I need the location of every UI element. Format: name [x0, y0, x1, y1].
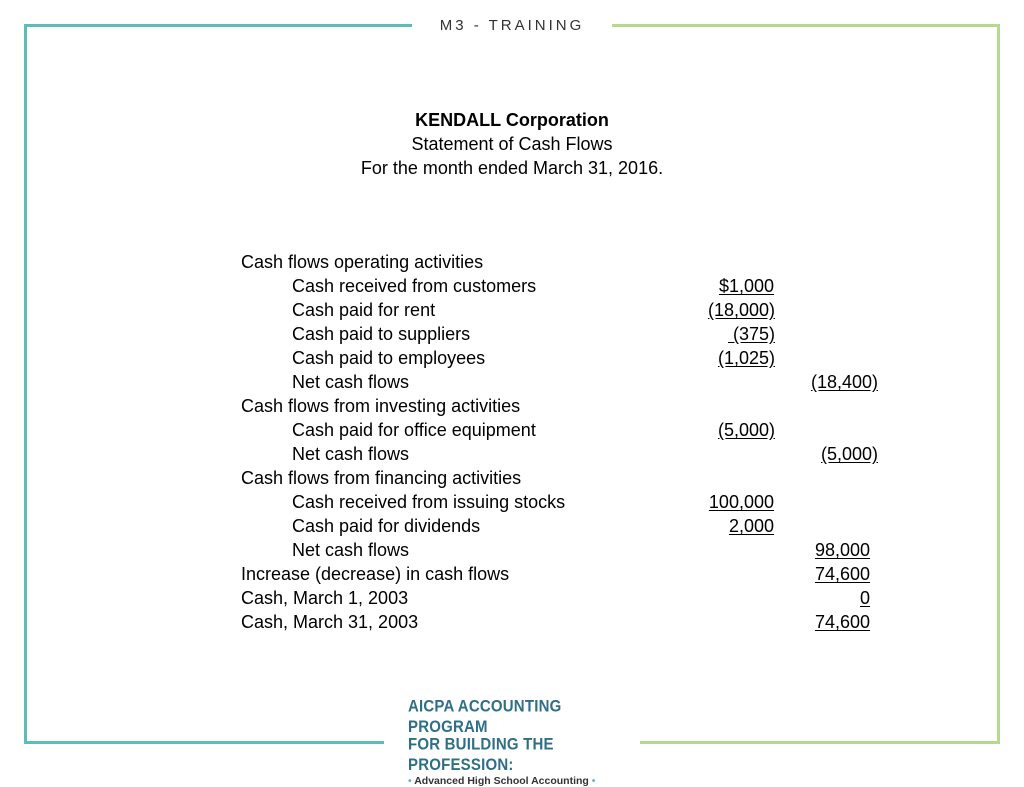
row-label: Net cash flows	[292, 444, 410, 464]
row-total: (18,400)	[810, 372, 878, 392]
row-label: Cash flows operating activities	[241, 252, 484, 272]
table-row	[0, 612, 1024, 636]
row-amount: $1,000	[718, 276, 774, 296]
row-label: Cash received from issuing stocks	[292, 492, 566, 512]
statement-name: Statement of Cash Flows	[411, 134, 613, 154]
table-row	[0, 348, 1024, 372]
row-label: Cash paid to employees	[292, 348, 486, 368]
table-row	[0, 420, 1024, 444]
table-row	[0, 540, 1024, 564]
row-total: 74,600	[814, 564, 870, 584]
logo-line-2: FOR BUILDING THE PROFESSION:	[408, 735, 554, 775]
logo-line-3	[408, 775, 618, 787]
row-label: Cash paid for office equipment	[292, 420, 536, 440]
row-total: 98,000	[814, 540, 870, 560]
statement-period: For the month ended March 31, 2016.	[360, 158, 664, 178]
logo-line-1: AICPA ACCOUNTING PROGRAM	[408, 697, 562, 737]
company-name: KENDALL Corporation	[415, 110, 609, 130]
row-amount: (5,000)	[717, 420, 775, 440]
table-row	[0, 324, 1024, 348]
row-label: Cash, March 31, 2003	[241, 612, 419, 632]
bullet-icon: •	[408, 775, 412, 787]
section-operating	[0, 252, 1024, 276]
row-label: Cash paid for rent	[292, 300, 436, 320]
row-label: Cash flows from investing activities	[241, 396, 521, 416]
frame-bottom-left	[24, 741, 384, 744]
row-label: Increase (decrease) in cash flows	[241, 564, 510, 584]
frame-top-left	[24, 24, 412, 27]
table-row	[0, 492, 1024, 516]
row-total: 0	[859, 588, 870, 608]
statement-title	[0, 108, 1024, 180]
table-row	[0, 516, 1024, 540]
table-row	[0, 564, 1024, 588]
bullet-icon: •	[591, 775, 596, 787]
row-label: Cash received from customers	[292, 276, 537, 296]
row-label: Cash paid to suppliers	[292, 324, 471, 344]
row-total: (5,000)	[820, 444, 878, 464]
logo-subtitle: Advanced High School Accounting	[414, 775, 589, 787]
header-label: M3 - TRAINING	[439, 17, 585, 34]
row-label: Net cash flows	[292, 540, 410, 560]
frame-top-right	[612, 24, 1000, 27]
table-row	[0, 372, 1024, 396]
row-label: Cash flows from financing activities	[241, 468, 522, 488]
table-row	[0, 444, 1024, 468]
frame-bottom-right	[640, 741, 1000, 744]
row-amount: 100,000	[708, 492, 774, 512]
section-financing	[0, 468, 1024, 492]
row-label: Cash, March 1, 2003	[241, 588, 409, 608]
row-amount: 2,000	[728, 516, 774, 536]
aicpa-logo	[408, 698, 618, 787]
row-label: Net cash flows	[292, 372, 410, 392]
table-row	[0, 588, 1024, 612]
row-amount: (1,025)	[717, 348, 775, 368]
table-row	[0, 300, 1024, 324]
row-amount: (18,000)	[707, 300, 775, 320]
row-label: Cash paid for dividends	[292, 516, 481, 536]
section-investing	[0, 396, 1024, 420]
table-row	[0, 276, 1024, 300]
row-total: 74,600	[814, 612, 870, 632]
row-amount: (375)	[727, 324, 775, 344]
